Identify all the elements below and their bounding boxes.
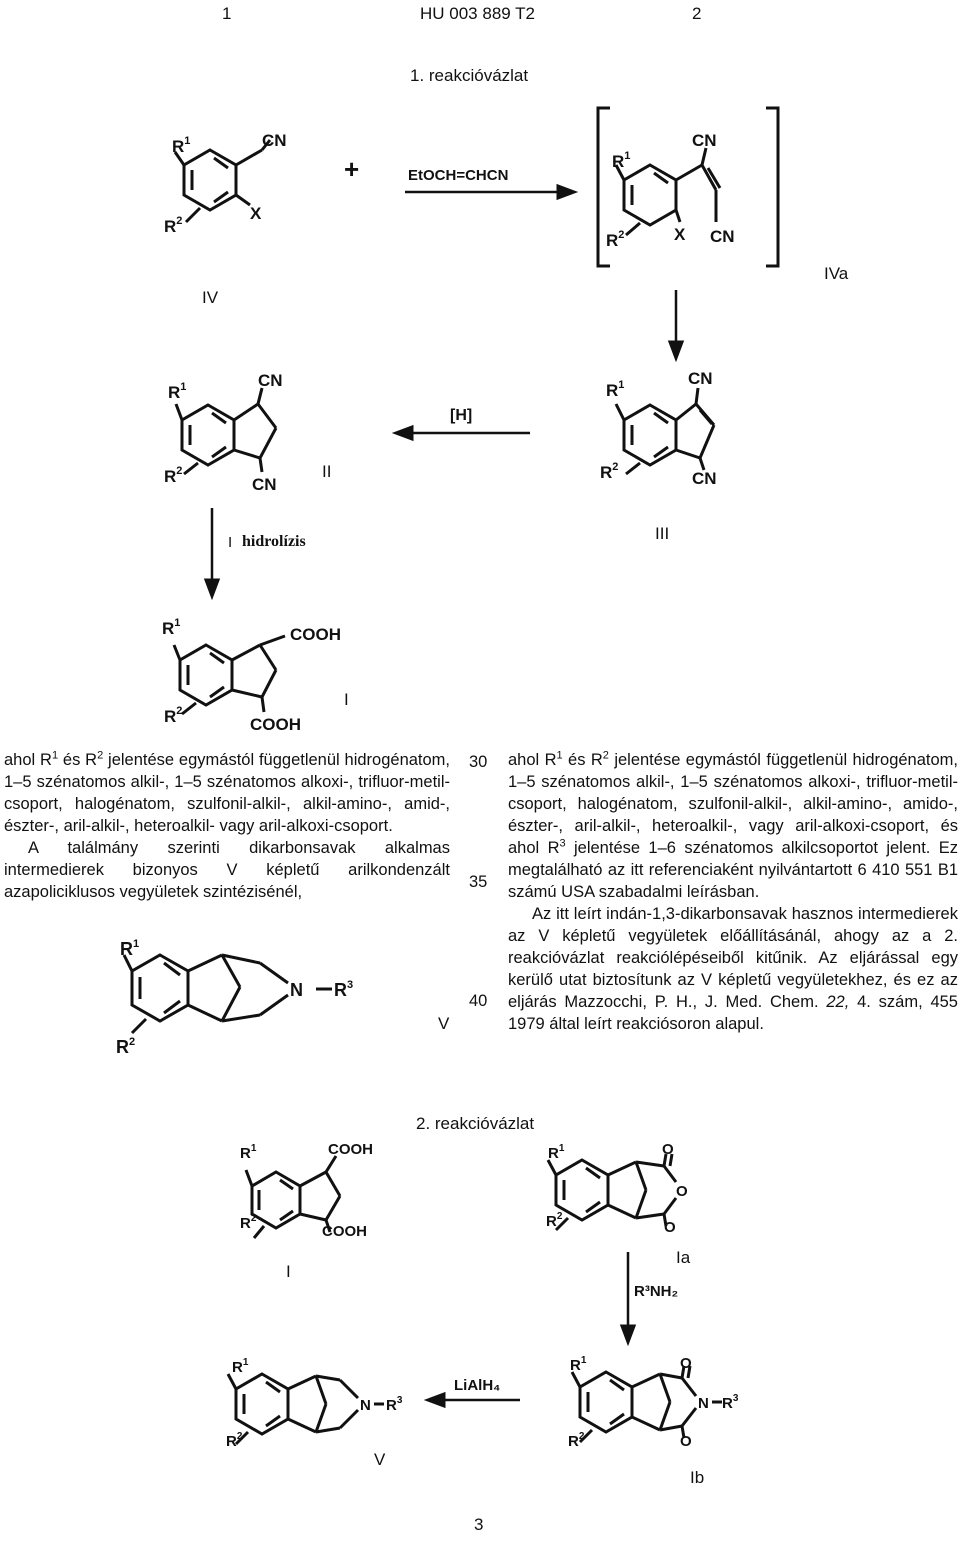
svg-text:R2: $R^2$ <box>240 1213 257 1232</box>
right-paragraph-2: Az itt leírt indán-1,3-dikarbonsavak hasznos intermedierek az V képletű vegyületek előállításánál, ahogy az a 2. reakcióvázlat reakciólépéseiből kitűnik. Az eljárással egy kerülő utat biztosítunk az V képletű vegyületekhez, és ez az eljárás Mazzocchi, P. H., J. Med. Chem. 22, 4. szám, 455 1979 által leírt reakciósoron alapul. <box>508 905 958 1033</box>
svg-text:R1: $R^1$ <box>606 379 625 400</box>
svg-text:R1: $R^1$ <box>232 1357 249 1376</box>
svg-text:R1: $R^1$ <box>168 381 187 402</box>
scheme2-diagram <box>0 1130 960 1490</box>
scheme2-title: 2. reakcióvázlat <box>416 1114 535 1133</box>
label-compound-Ib: Ib <box>690 1468 705 1487</box>
svg-text:O: O <box>680 1355 692 1372</box>
svg-text:COOH: COOH <box>250 715 301 734</box>
line-number-30: 30 <box>469 753 488 771</box>
header-document-number: HU 003 889 T2 <box>420 4 535 23</box>
svg-text:CN: CN <box>692 131 717 150</box>
label-compound-III: III <box>655 524 670 543</box>
svg-text:R³NH₂: R³NH₂ <box>634 1283 679 1300</box>
header-left-column: 1 <box>222 4 232 23</box>
svg-text:R2: $R^2$ <box>164 465 183 486</box>
line-number-40: 40 <box>469 992 488 1010</box>
label-compound-V: V <box>438 1014 450 1033</box>
compound-II-structure <box>176 388 276 474</box>
svg-text:R1: $R^1$ <box>240 1143 257 1162</box>
svg-text:R1: $R^1$ <box>120 938 140 959</box>
svg-text:R2: $R^2$ <box>600 461 619 482</box>
left-paragraph-2: A találmány szerinti dikarbonsavak alkalmas intermedierek bizonyos V képletű arilkondenzált azapoliciklusos vegyületek szintézisénél, <box>4 839 450 901</box>
svg-text:COOH: COOH <box>328 1141 373 1158</box>
svg-text:R3: $R^3$ <box>722 1393 739 1412</box>
compound-Ia-structure <box>548 1154 676 1230</box>
svg-text:COOH: COOH <box>290 625 341 644</box>
svg-text:R3: $R^3$ <box>334 979 354 1000</box>
svg-text:CN: CN <box>688 369 713 388</box>
svg-text:R1: $R^1$ <box>612 150 631 171</box>
compound-III-structure <box>616 388 714 474</box>
svg-text:X: X <box>250 204 262 223</box>
svg-text:hidrolízis: hidrolízis <box>242 533 306 550</box>
compound-IVa-structure <box>598 108 778 266</box>
svg-text:CN: CN <box>692 469 717 488</box>
scheme1-title: 1. reakcióvázlat <box>410 66 529 85</box>
svg-text:R2: $R^2$ <box>568 1431 585 1450</box>
header-right-column: 2 <box>692 4 702 23</box>
svg-text:CN: CN <box>258 371 283 390</box>
svg-text:CN: CN <box>710 227 735 246</box>
svg-text:EtOCH=CHCN: EtOCH=CHCN <box>408 167 509 184</box>
left-column-text <box>4 749 450 903</box>
svg-text:O: O <box>680 1433 692 1450</box>
svg-text:R2: $R^2$ <box>164 705 183 726</box>
svg-text:R2: $R^2$ <box>546 1211 563 1230</box>
label-compound-I: I <box>344 690 349 709</box>
right-paragraph-1: ahol $R^1$ és $R^2$ jelentése egymástól függetlenül hidrogénatom, 1–5 szénatomos alkil-, 1–5 szénatomos alkoxi-, trifluor-metil-csoport, halogénatom, szulfonil-alkil-, alkil-amino-, amido-, észter-, aril-alkil-, heteroalkil-, vagy aril-alkoxi-csoport, és ahol $R^3$ jelentése 1–6 szénatomos alkilcsoportot jelent. Ez megtalálható az itt referenciaként nyilvántartott 6 410 551 B1 számú USA szabadalmi leírásban. <box>508 749 959 901</box>
svg-text:R2: $R^2$ <box>606 229 625 250</box>
svg-text:+: + <box>344 154 360 184</box>
compound-V-structure <box>100 935 400 1065</box>
svg-text:O: O <box>664 1219 676 1236</box>
svg-text:R1: $R^1$ <box>172 135 191 156</box>
label-compound-Ia: Ia <box>676 1248 691 1267</box>
left-paragraph-1: ahol $R^1$ és $R^2$ jelentése egymástól függetlenül hidrogénatom, 1–5 szénatomos alkil-, 1–5 szénatomos alkoxi-, trifluor-metil-csoport, halogénatom, szulfonil-alkil-, alkil-amino-, amid-, észter-, aril-alkil-, heteroalkil- vagy aril-alkoxi-csoport. <box>4 749 451 835</box>
label-compound-IVa: IVa <box>824 264 849 283</box>
hydrolysis-step-label: I <box>228 534 233 551</box>
line-number-35: 35 <box>469 873 488 891</box>
svg-text:R2: $R^2$ <box>164 215 183 236</box>
compound-I-structure <box>174 636 285 714</box>
svg-text:R3: $R^3$ <box>386 1395 403 1414</box>
svg-text:[H]: [H] <box>450 407 473 424</box>
svg-text:N: N <box>290 980 303 1000</box>
svg-text:R1: $R^1$ <box>548 1143 565 1162</box>
svg-text:X: X <box>674 225 686 244</box>
svg-text:R1: $R^1$ <box>570 1355 587 1374</box>
scheme2-label-compound-V: V <box>374 1450 386 1469</box>
svg-text:R2: $R^2$ <box>116 1036 136 1057</box>
svg-text:O: O <box>676 1183 688 1200</box>
label-compound-IV: IV <box>202 288 219 307</box>
scheme2-label-compound-I: I <box>286 1262 291 1281</box>
label-compound-II: II <box>322 462 332 481</box>
svg-text:CN: CN <box>252 475 277 494</box>
scheme1-diagram <box>0 95 960 740</box>
svg-text:O: O <box>662 1141 674 1158</box>
svg-text:LiAlH₄: LiAlH₄ <box>454 1377 501 1394</box>
svg-text:COOH: COOH <box>322 1223 367 1240</box>
svg-text:N: N <box>360 1397 371 1414</box>
svg-text:N: N <box>698 1395 709 1412</box>
svg-text:R1: $R^1$ <box>162 617 181 638</box>
page-number: 3 <box>474 1515 484 1534</box>
svg-text:CN: CN <box>262 131 287 150</box>
svg-text:R2: $R^2$ <box>226 1431 243 1450</box>
right-column-text <box>508 749 958 1035</box>
